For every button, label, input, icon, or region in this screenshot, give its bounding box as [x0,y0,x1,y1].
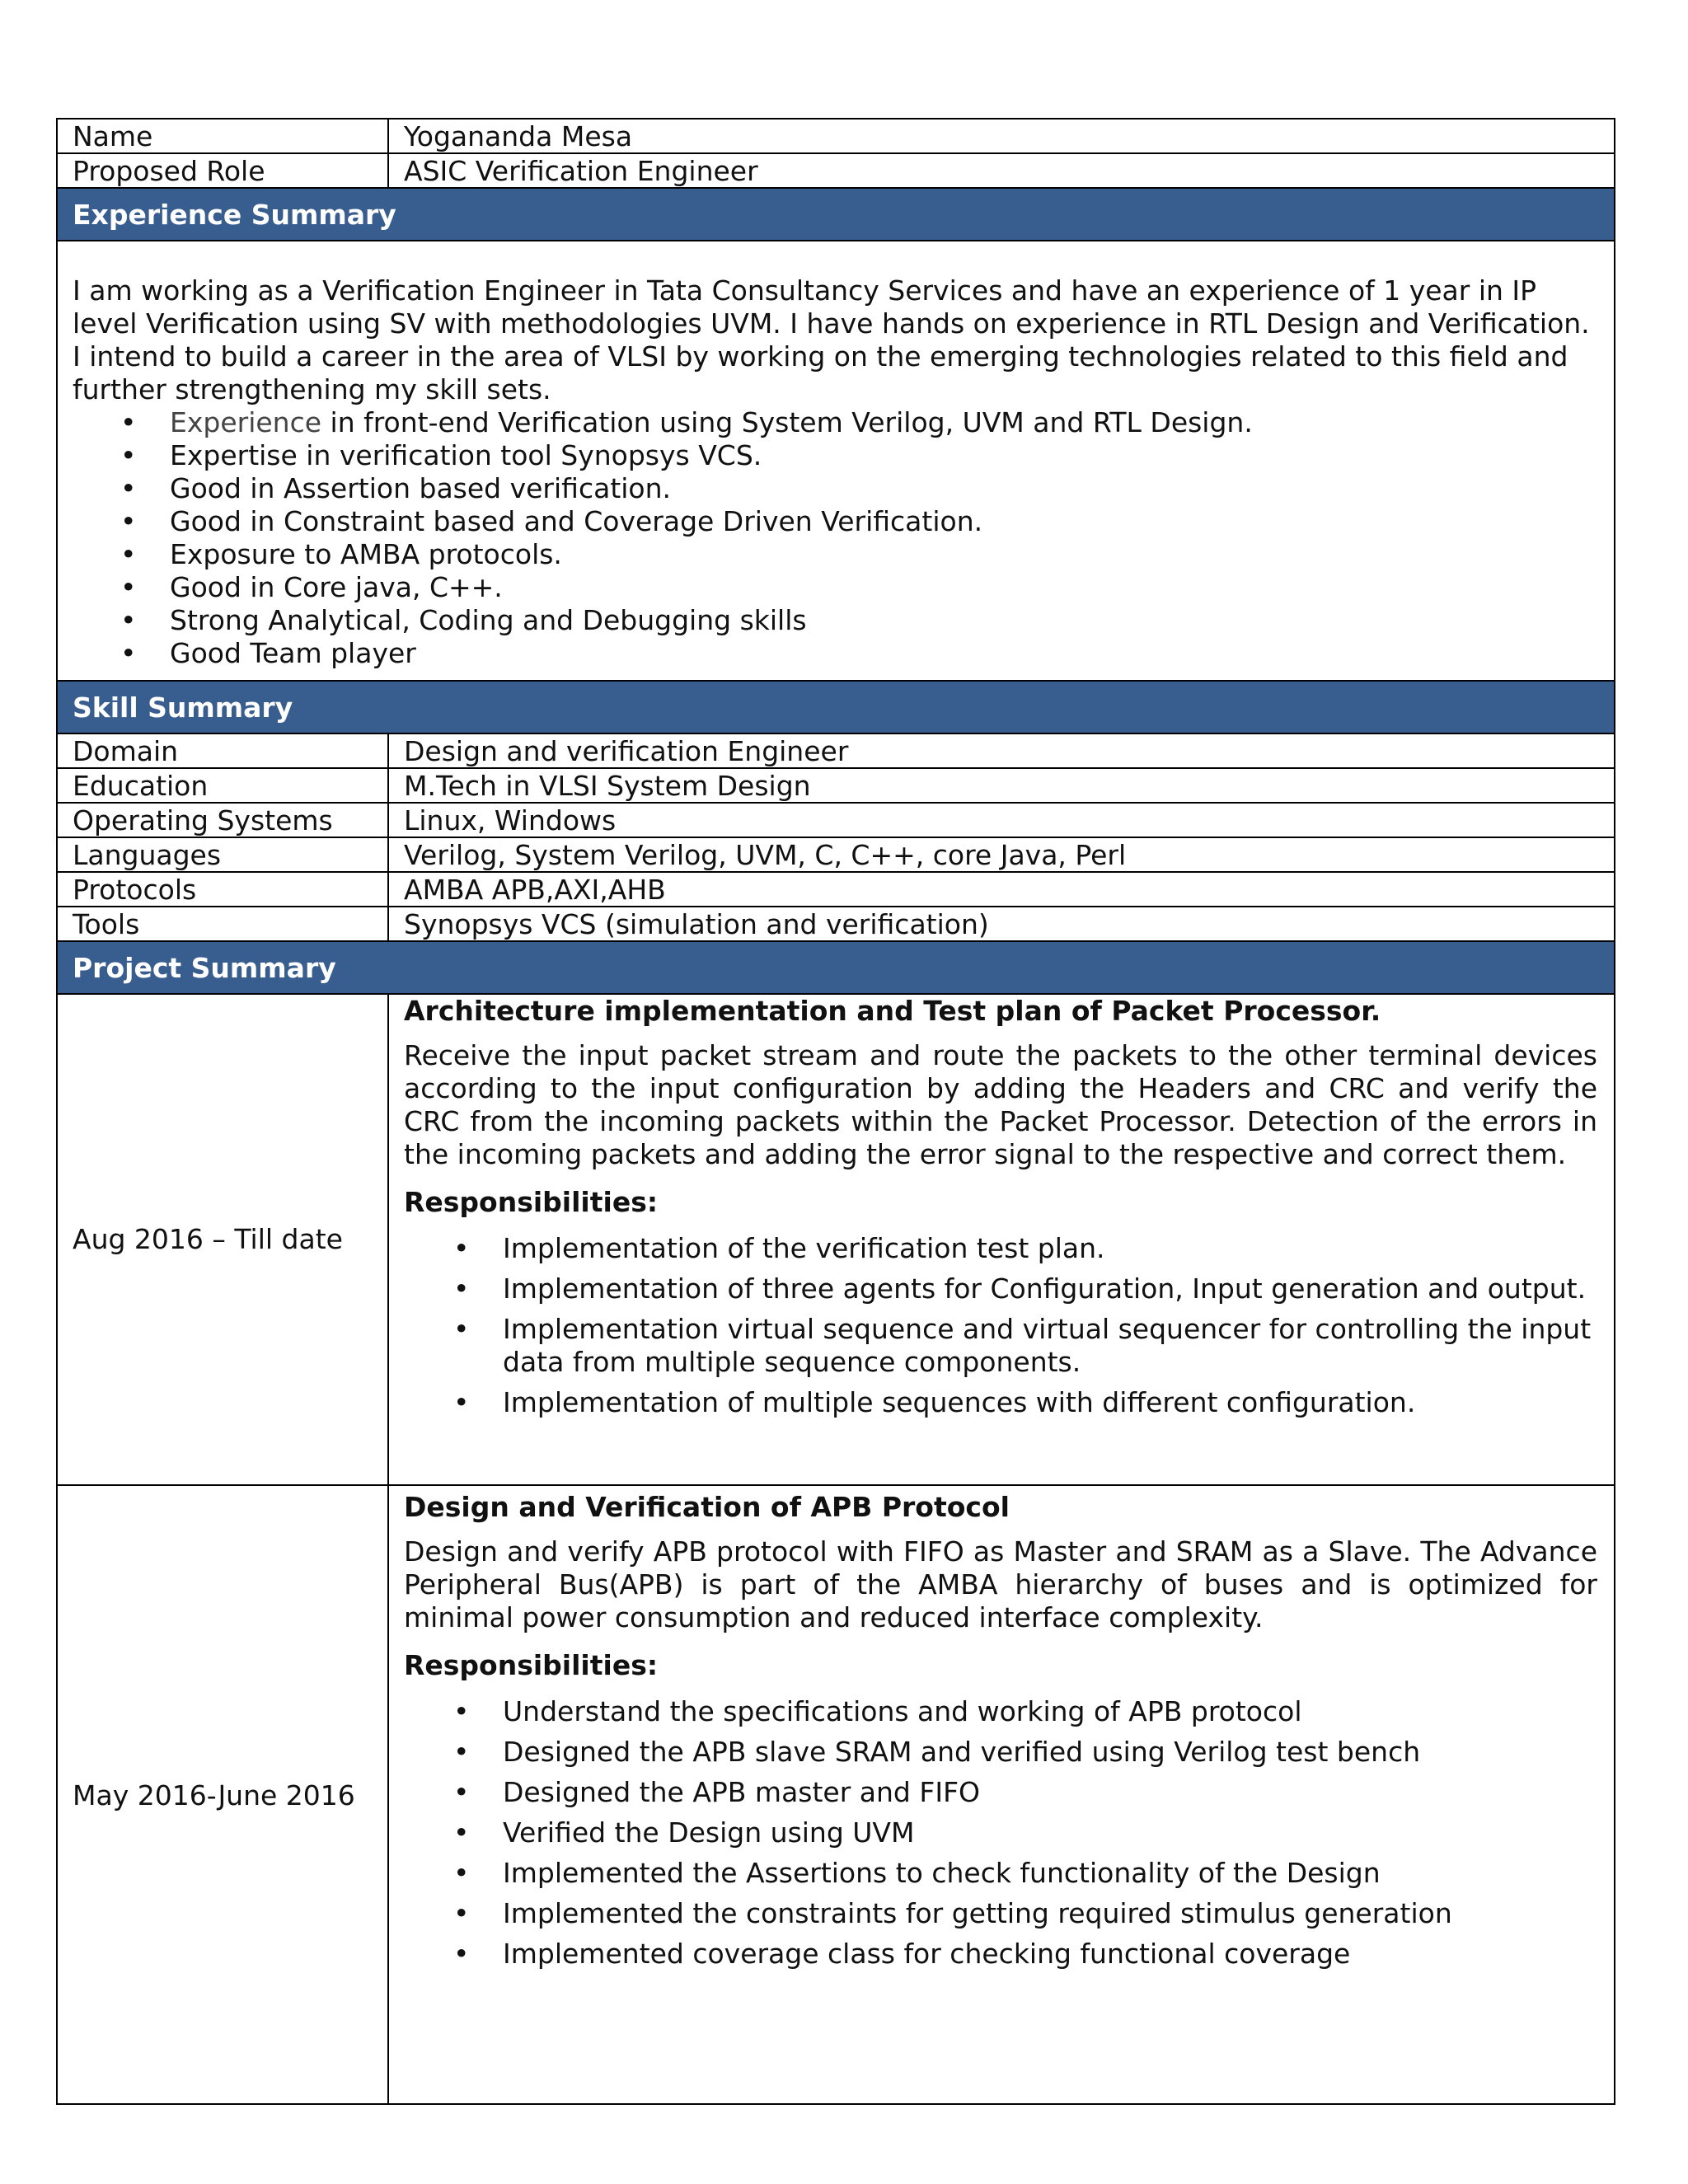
skill-value: Verilog, System Verilog, UVM, C, C++, core Java, Perl [404,839,1127,871]
project-details [389,1486,1614,2110]
bullet-icon: • [453,1272,470,1305]
bullet-icon: • [453,1313,470,1345]
skill-label: Operating Systems [58,804,389,837]
skill-row-os [58,804,1614,838]
skill-row-protocols [58,873,1614,907]
bullet-icon: • [453,1938,470,1970]
skill-row-domain [58,734,1614,769]
list-item [73,538,1599,571]
list-item-text: Implemented the Assertions to check functionality of the Design [503,1857,1381,1889]
list-item [404,1232,1597,1265]
list-item [73,472,1599,505]
list-item-text: Implemented coverage class for checking functional coverage [503,1938,1351,1970]
name-label: Name [58,120,389,152]
bullet-icon: • [453,1232,470,1264]
skill-label: Protocols [58,873,389,906]
responsibilities-list [404,1695,1597,1971]
name-row [58,120,1614,154]
list-item [73,604,1599,637]
bullet-icon: • [120,604,137,636]
project-description: Receive the input packet stream and route the packets to the other terminal devices according to the input configuration by adding the Headers and CRC and verify the CRC from the incoming packets within the Packet Processor. Detection of the errors in the incoming packets and adding the error signal to the respective and correct them. [404,1039,1597,1170]
bullet-icon: • [453,1776,470,1808]
skill-row-education [58,769,1614,804]
list-item-text: Designed the APB slave SRAM and verified using Verilog test bench [503,1736,1421,1768]
experience-list [73,406,1599,670]
list-item-text: Expertise in verification tool Synopsys VCS. [170,439,762,471]
list-item-text: Implementation of the verification test plan. [503,1232,1105,1264]
bullet-icon: • [120,505,137,537]
bullet-icon: • [453,1857,470,1889]
bullet-icon: • [453,1897,470,1929]
bullet-icon: • [453,1695,470,1727]
list-item-text: Good in Assertion based verification. [170,472,672,504]
resume-table [56,118,1615,2105]
list-item-text: Verified the Design using UVM [503,1816,915,1849]
project-details [389,995,1614,1484]
bullet-icon: • [120,406,137,438]
skill-label: Education [58,769,389,802]
bullet-icon: • [120,538,137,570]
project-row-2 [58,1486,1614,2105]
project-title: Architecture implementation and Test plan of Packet Processor. [404,995,1381,1027]
skill-value: Synopsys VCS (simulation and verification) [404,908,989,940]
role-label: Proposed Role [58,154,389,187]
skills-heading: Skill Summary [58,682,1614,734]
list-item-text: Implemented the constraints for getting required stimulus generation [503,1897,1452,1929]
name-value: Yogananda Mesa [404,120,633,152]
list-item [73,406,1599,439]
skill-value: Design and verification Engineer [404,735,849,767]
experience-section [58,241,1614,682]
bullet-icon: • [453,1386,470,1418]
list-item-text: Good in Constraint based and Coverage Driven Verification. [170,505,983,537]
bullet-icon: • [120,571,137,603]
list-item-text: Designed the APB master and FIFO [503,1776,981,1808]
experience-lead-word: Experience [170,406,322,438]
list-item [404,1272,1597,1305]
list-item-text: Implementation virtual sequence and virtual sequencer for controlling the input data from multiple sequence components. [503,1313,1592,1378]
project-period: Aug 2016 – Till date [58,995,389,1484]
list-item [404,1857,1597,1890]
skill-value: AMBA APB,AXI,AHB [404,874,666,906]
responsibilities-heading: Responsibilities: [404,1649,659,1681]
experience-paragraph: I am working as a Verification Engineer in Tata Consultancy Services and have an experience of 1 year in IP level Verification using SV with methodologies UVM. I have hands on experience in RTL Design and Verification. I intend to build a career in the area of VLSI by working on the emerging technologies related to this field and further strengthening my skill sets. [73,274,1590,405]
list-item [73,439,1599,472]
list-item [404,1897,1597,1930]
list-item [73,637,1599,670]
list-item [404,1938,1597,1971]
list-item-text: Implementation of three agents for Configuration, Input generation and output. [503,1272,1587,1305]
experience-lead-rest: in front-end Verification using System Verilog, UVM and RTL Design. [321,406,1253,438]
skill-value: M.Tech in VLSI System Design [404,770,811,802]
list-item [404,1313,1597,1379]
projects-heading: Project Summary [58,942,1614,995]
bullet-icon: • [453,1816,470,1849]
bullet-icon: • [120,637,137,669]
list-item [73,505,1599,538]
project-row-1 [58,995,1614,1486]
responsibilities-list [404,1232,1597,1419]
bullet-icon: • [453,1736,470,1768]
list-item [404,1386,1597,1419]
list-item [404,1736,1597,1769]
experience-heading: Experience Summary [58,189,1614,241]
project-title: Design and Verification of APB Protocol [404,1491,1010,1523]
list-item-text: Implementation of multiple sequences with different configuration. [503,1386,1416,1418]
skill-label: Languages [58,838,389,871]
list-item [404,1776,1597,1809]
list-item [404,1816,1597,1849]
list-item-text: Good Team player [170,637,416,669]
skill-label: Tools [58,907,389,940]
list-item [404,1695,1597,1728]
bullet-icon: • [120,472,137,504]
skill-row-tools [58,907,1614,942]
skill-value: Linux, Windows [404,804,617,837]
role-row [58,154,1614,189]
list-item-text: Understand the specifications and working of APB protocol [503,1695,1302,1727]
project-period: May 2016-June 2016 [58,1486,389,2105]
skill-label: Domain [58,734,389,767]
bullet-icon: • [120,439,137,471]
list-item-text: Good in Core java, C++. [170,571,503,603]
list-item-text: Exposure to AMBA protocols. [170,538,562,570]
list-item-text: Strong Analytical, Coding and Debugging skills [170,604,807,636]
list-item [73,571,1599,604]
responsibilities-heading: Responsibilities: [404,1186,659,1218]
project-description: Design and verify APB protocol with FIFO as Master and SRAM as a Slave. The Advance Peripheral Bus(APB) is part of the AMBA hierarchy of buses and is optimized for minimal power consumption and reduced interface complexity. [404,1535,1597,1633]
skill-row-languages [58,838,1614,873]
role-value: ASIC Verification Engineer [404,155,758,187]
